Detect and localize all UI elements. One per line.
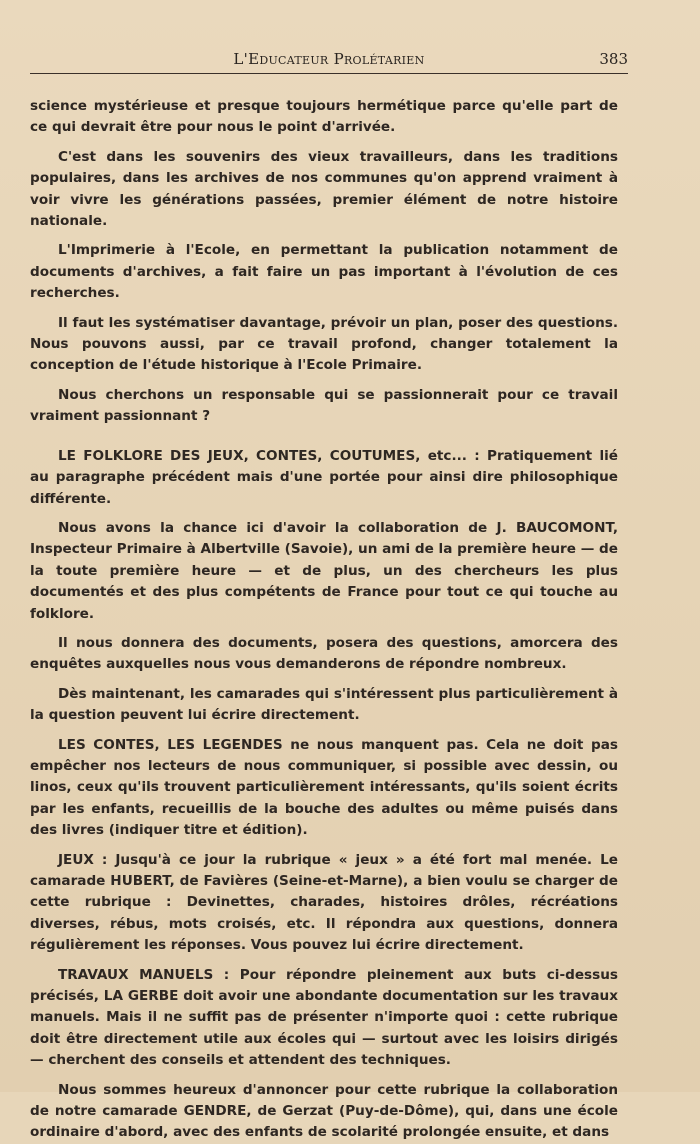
paragraph: Il nous donnera des documents, posera des questions, amorcera des enquêtes auxquelles nous vous demanderons de répondre nombreux. [30, 634, 618, 673]
paragraph-jeux: JEUX : Jusqu'à ce jour la rubrique « jeux » a été fort mal menée. Le camarade HUBERT, de Favières (Seine-et-Marne), a bien voulu se charger de cette rubrique : Devinettes, charades, histoires drôles, récréations diverses, rébus, mots croisés, etc. Il répondra aux questions, donnera régulièrement les réponses. Vous pouvez lui écrire directement. [30, 851, 618, 954]
paragraph: Nous avons la chance ici d'avoir la collaboration de J. BAUCOMONT, Inspecteur Primaire à Albertville (Savoie), un ami de la première heure — de la toute première heure — et de plus, un des chercheurs les plus documentés et des plus compétents de France pour tout ce qui touche au folklore. [30, 519, 618, 622]
article-body [30, 96, 618, 1144]
paragraph: Nous cherchons un responsable qui se passionnerait pour ce travail vraiment passionnant ? [30, 386, 618, 425]
paragraph: Il faut les systématiser davantage, prévoir un plan, poser des questions. Nous pouvons aussi, par ce travail profond, changer totalement la conception de l'étude historique à l'Ecole Primaire. [30, 314, 618, 374]
paragraph-contes: LES CONTES, LES LEGENDES ne nous manquent pas. Cela ne doit pas empêcher nos lecteurs de nous communiquer, si possible avec dessin, ou linos, ceux qu'ils trouvent particulièrement intéressants, qu'ils soient écrits par les enfants, recueillis de la bouche des adultes ou même puisés dans des livres (indiquer titre et édition). [30, 736, 618, 839]
paragraph: L'Imprimerie à l'Ecole, en permettant la publication notamment de documents d'archives, a fait faire un pas important à l'évolution de ces recherches. [30, 242, 618, 302]
paragraph: Nous sommes heureux d'annoncer pour cette rubrique la collaboration de notre camarade GENDRE, de Gerzat (Puy-de-Dôme), qui, dans une école ordinaire d'abord, avec des enfants de scolarité prolongée ensuite, et dans [30, 1081, 618, 1141]
running-header [30, 48, 628, 74]
paragraph: science mystérieuse et presque toujours hermétique parce qu'elle part de ce qui devrait être pour nous le point d'arrivée. [30, 98, 618, 136]
paragraph-folklore: LE FOLKLORE DES JEUX, CONTES, COUTUMES, etc... : Pratiquement lié au paragraphe précédent mais d'une portée pour ainsi dire philosophique différente. [30, 447, 618, 507]
journal-title: L'Educateur Prolétarien [233, 50, 425, 68]
paragraph: C'est dans les souvenirs des vieux travailleurs, dans les traditions populaires, dans les archives de nos communes qu'on apprend vraiment à voir vivre les générations passées, premier élément de notre histoire nationale. [30, 148, 618, 230]
paragraph-travaux-manuels: TRAVAUX MANUELS : Pour répondre pleinement aux buts ci-dessus précisés, LA GERBE doit avoir une abondante documentation sur les travaux manuels. Mais il ne suffit pas de présenter n'importe quoi : cette rubrique doit être directement utile aux écoles qui — surtout avec les loisirs dirigés — cherchent des conseils et attendent des techniques. [30, 966, 618, 1069]
header-rule [30, 73, 628, 74]
page-number: 383 [599, 50, 628, 68]
paragraph: Dès maintenant, les camarades qui s'intéressent plus particulièrement à la question peuvent lui écrire directement. [30, 685, 618, 724]
